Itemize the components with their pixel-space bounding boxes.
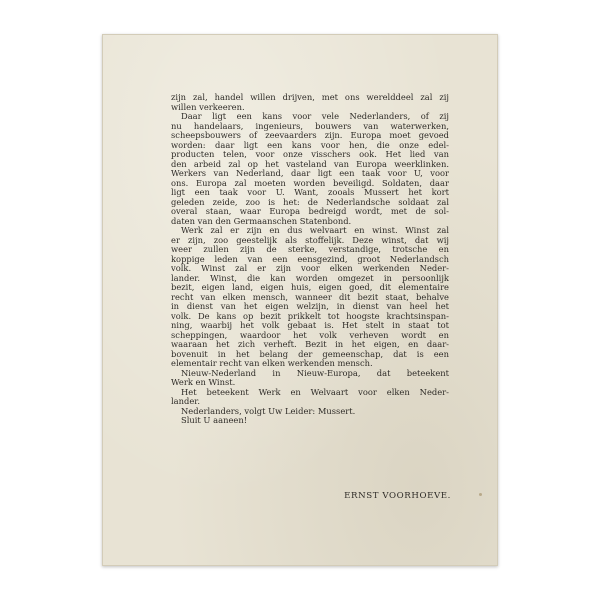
text-line: producten telen, voor onze visschers ook. Het lied van [171, 150, 449, 159]
text-line: recht van elken mensch, wanneer dit bezit staat, behalve [171, 292, 449, 302]
text-line: waaraan het zich verheft. Bezit in het eigen, en daar- [171, 340, 449, 349]
text-line: nu handelaars, ingenieurs, bouwers van waterwerken, [171, 121, 449, 131]
text-line: ons. Europa zal moeten worden beveiligd. Soldaten, daar [171, 178, 449, 188]
text-line: scheppingen, waardoor het volk verheven wordt en [171, 330, 449, 340]
text-line: den arbeid zal op het vasteland van Europa weerklinken. [171, 159, 449, 169]
text-line: ligt een taak voor U. Want, zooals Mussert het kort [171, 188, 449, 197]
text-line: zijn zal, handel willen drijven, met ons werelddeel zal zij [171, 93, 449, 102]
document-page [102, 34, 498, 566]
text-line: Werk zal er zijn en dus welvaart en winst. Winst zal [181, 226, 449, 235]
text-line: Werk en Winst. [171, 378, 236, 387]
text-line: geleden zeide, zoo is het: de Nederlandsche soldaat zal [171, 197, 449, 207]
text-line: Het beteekent Werk en Welvaart voor elken Neder- [181, 387, 449, 397]
text-line: Daar ligt een kans voor vele Nederlanders, of zij [181, 112, 449, 121]
text-line: ning, waarbij het volk gebaat is. Het stelt in staat tot [171, 321, 449, 330]
text-line: worden: daar ligt een kans voor hen, die onze edel- [171, 140, 449, 150]
paper-spot [479, 493, 482, 496]
text-line: koppige leden van een eensgezind, groot Nederlandsch [171, 254, 449, 264]
text-line: bezit, eigen land, eigen huis, eigen goed, dit elementaire [171, 283, 449, 292]
text-line: volk. Winst zal er zijn voor elken werkenden Neder- [171, 264, 449, 273]
text-line: bovenuit in het belang der gemeenschap, dat is een [171, 349, 449, 359]
text-line: Werkers van Nederland, daar ligt een taak voor U, voor [171, 169, 449, 178]
text-line: elementair recht van elken werkenden mensch. [171, 359, 373, 368]
text-line: volk. De kans op bezit prikkelt tot hoogste krachtsinspan- [171, 311, 449, 321]
text-line: overal staan, waar Europa bedreigd wordt, met de sol- [171, 207, 449, 216]
text-line: weer zullen zijn de sterke, verstandige, trotsche en [171, 245, 449, 254]
text-line: willen verkeeren. [171, 102, 245, 112]
text-line: daten van den Germaanschen Statenbond. [171, 216, 352, 226]
text-line: Sluit U aaneen! [181, 416, 248, 425]
text-line: Nederlanders, volgt Uw Leider: Mussert. [181, 406, 356, 416]
text-line: lander. Winst, die kan worden omgezet in persoonlijk [171, 273, 449, 283]
text-line: Nieuw-Nederland in Nieuw-Europa, dat beteekent [181, 368, 449, 378]
body-text [171, 93, 449, 426]
text-line: er zijn, zoo geestelijk als stoffelijk. Deze winst, dat wij [171, 235, 449, 245]
author-signature: ERNST VOORHOEVE. [344, 491, 451, 501]
text-line: in dienst van het eigen welzijn, in dienst van heel het [171, 302, 449, 311]
text-line: lander. [171, 397, 201, 406]
text-line: scheepsbouwers of zeevaarders zijn. Europa moet gevoed [171, 131, 449, 140]
